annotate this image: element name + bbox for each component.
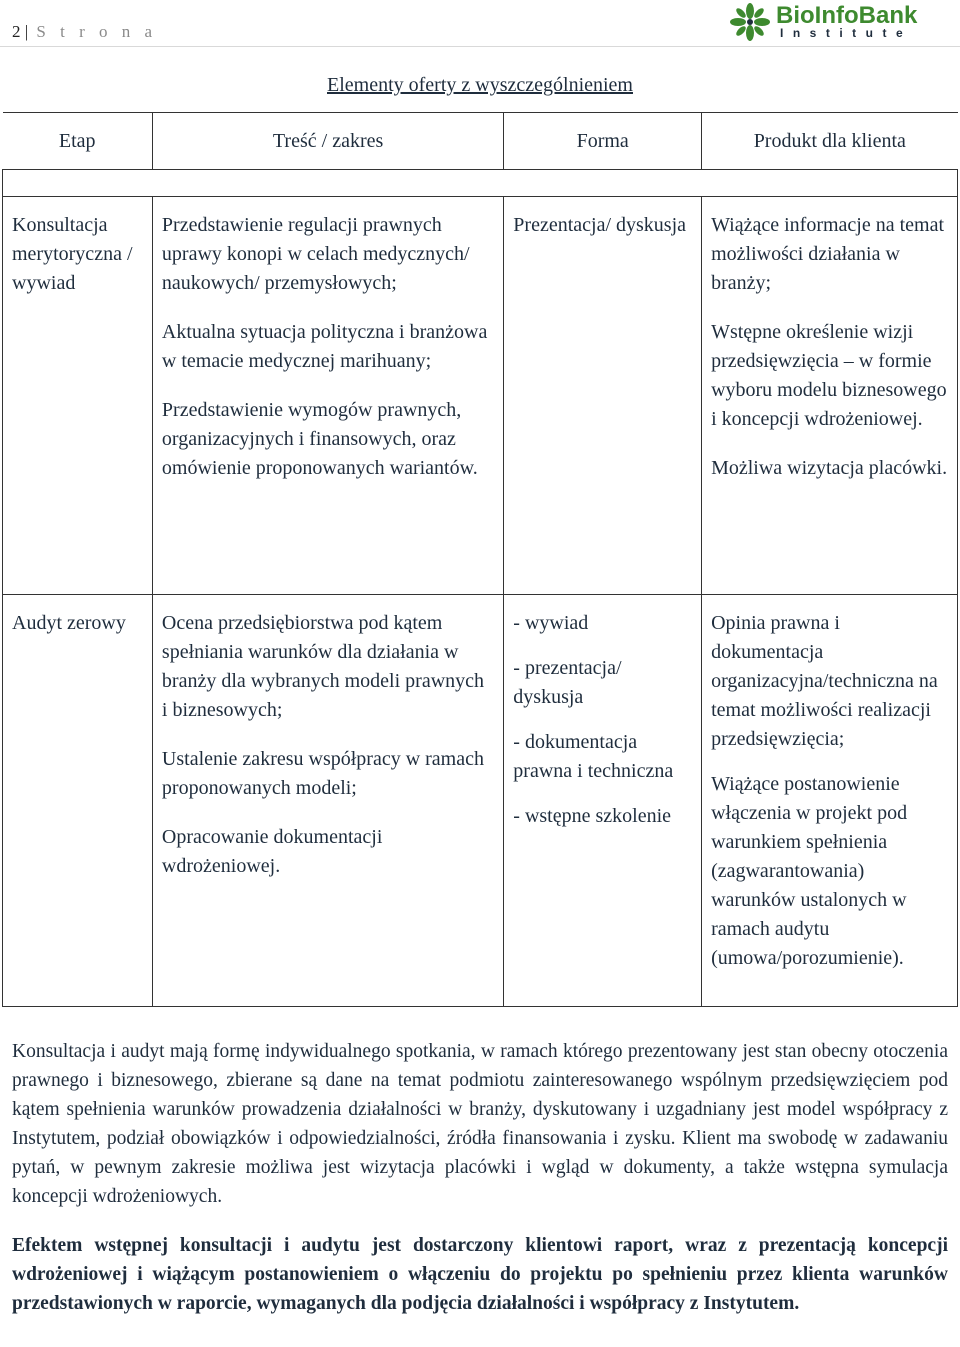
header-product: Produkt dla klienta	[702, 113, 958, 170]
scope-item: Aktualna sytuacja polityczna i branżowa w temacie medycznej marihuany;	[161, 321, 488, 372]
form-cell	[504, 595, 702, 1007]
form-item: Prezentacja/ dyskusja	[513, 214, 687, 236]
product-item: Wstępne określenie wizji przedsięwzięcia – w formie wyboru modelu biznesowego i koncepcji wdrożeniowej.	[711, 321, 947, 430]
result-paragraph: Efektem wstępnej konsultacji i audytu jest dostarczony klientowi raport, wraz z prezentacją koncepcji wdrożeniowej i wiążącym postanowieniem o włączeniu do projektu po spełnieniu przez klienta warunków przedstawionych w raporcie, wymaganych dla podjęcia działalności i współpracy z Instytutem.	[12, 1235, 948, 1314]
scope-item: Przedstawienie wymogów prawnych, organizacyjnych i finansowych, oraz omówienie proponowanych wariantów.	[161, 399, 478, 479]
scope-item: Ustalenie zakresu współpracy w ramach proponowanych modeli;	[161, 748, 484, 799]
product-cell	[702, 197, 958, 595]
scope-item: Ocena przedsiębiorstwa pod kątem spełniania warunków dla działania w branży dla wybranych modeli prawnych i biznesowych;	[161, 612, 485, 721]
document-title: Elementy oferty z wyszczególnieniem	[327, 74, 633, 96]
page-number-separator: |	[24, 22, 29, 41]
form-item: - wywiad	[513, 612, 589, 634]
offer-table	[2, 112, 958, 1007]
product-item: Opinia prawna i dokumentacja organizacyjna/techniczna na temat możliwości realizacji przedsięwzięcia;	[711, 612, 938, 750]
product-cell	[702, 595, 958, 1007]
scope-item: Przedstawienie regulacji prawnych uprawy konopi w celach medycznych/ naukowych/ przemysłowych;	[161, 214, 470, 294]
logo-subtitle: Institute	[780, 26, 913, 40]
leaf-cluster-icon	[728, 2, 772, 42]
header-stage: Etap	[3, 113, 153, 170]
table-row	[3, 595, 958, 1007]
scope-cell	[152, 595, 503, 1007]
stage-text: Audyt zerowy	[12, 612, 126, 634]
scope-cell	[152, 197, 503, 595]
stage-text: Konsultacja merytoryczna / wywiad	[12, 214, 133, 294]
product-item: Możliwa wizytacja placówki.	[711, 457, 948, 479]
product-item: Wiążące informacje na temat możliwości działania w branży;	[711, 214, 945, 294]
form-cell	[504, 197, 702, 595]
header-divider	[0, 46, 960, 47]
table-row	[3, 197, 958, 595]
form-item: - wstępne szkolenie	[513, 805, 672, 827]
summary-paragraph: Konsultacja i audyt mają formę indywidualnego spotkania, w ramach którego prezentowany jest stan obecny otoczenia prawnego i biznesowego, zbierane są dane na temat podmiotu zainteresowanego wspólnym przedsięwzięciem pod kątem spełnienia warunków prowadzenia działalności w branży, dyskutowany i uzgadniany jest model współpracy z Instytutem, podział obowiązków i odpowiedzialności, źródła finansowania i zysku. Klient ma swobodę w zadawaniu pytań, w pewnym zakresie możliwa jest wizytacja placówki i wgląd w dokumenty, a także wstępna symulacja koncepcji wdrożeniowych.	[12, 1041, 948, 1207]
stage-cell	[3, 595, 153, 1007]
form-item: - prezentacja/ dyskusja	[513, 657, 622, 708]
header-scope: Treść / zakres	[152, 113, 503, 170]
form-item: - dokumentacja prawna i techniczna	[513, 731, 674, 782]
bioinfobank-logo	[728, 2, 918, 42]
table-spacer	[3, 170, 958, 197]
page-number-value: 2	[12, 22, 21, 41]
logo-name: BioInfoBank	[776, 2, 918, 29]
scope-item: Opracowanie dokumentacji wdrożeniowej.	[161, 826, 383, 877]
page-number	[12, 22, 157, 42]
page-word: S t r o n a	[36, 22, 158, 41]
header-form: Forma	[504, 113, 702, 170]
stage-cell	[3, 197, 153, 595]
table-header-row	[3, 113, 958, 170]
page-header	[0, 0, 960, 48]
product-item: Wiążące postanowienie włączenia w projekt pod warunkiem spełnienia (zagwarantowania) warunków ustalonych w ramach audytu (umowa/porozumienie).	[711, 773, 908, 969]
